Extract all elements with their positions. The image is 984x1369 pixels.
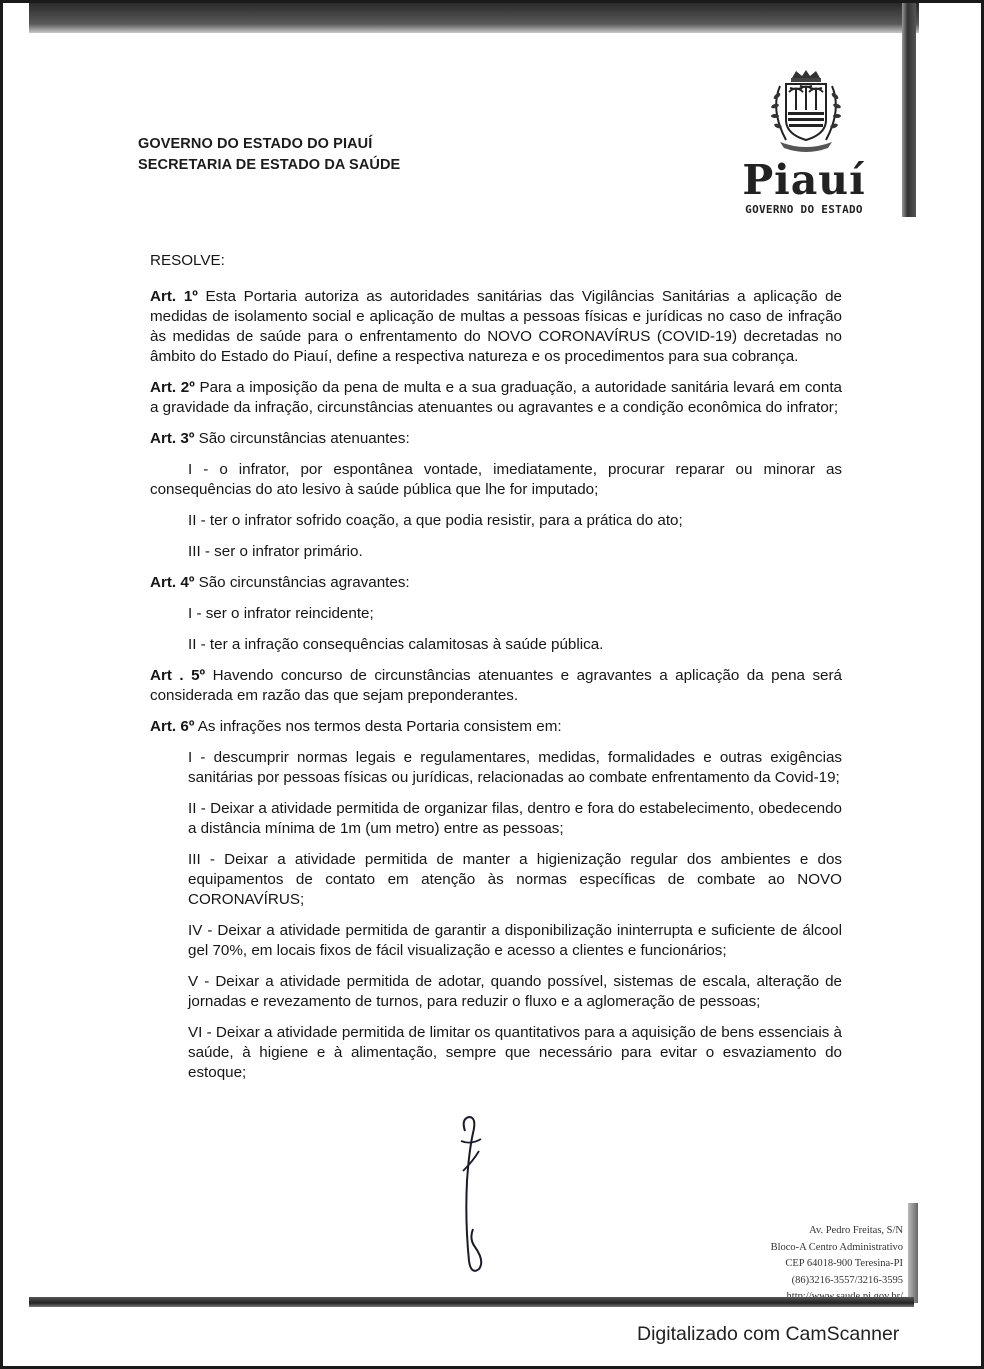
footer-address-line: CEP 64018-900 Teresina-PI — [785, 1258, 903, 1269]
article-5 — [150, 666, 842, 706]
resolve-heading: RESOLVE: — [150, 252, 225, 269]
article-4-item: II - ter a infração consequências calamitosas à saúde pública. — [188, 636, 604, 653]
handwritten-signature — [451, 1111, 501, 1281]
article-6-item: II - Deixar a atividade permitida de organizar filas, dentro e fora do estabelecimento, obedecendo a distância mínima de 1m (um metro) entre as pessoas; — [188, 800, 842, 837]
article-2 — [150, 378, 842, 418]
article-4 — [150, 573, 842, 593]
article-4-item: I - ser o infrator reincidente; — [188, 605, 374, 622]
article-3-item: III - ser o infrator primário. — [188, 543, 363, 560]
article-6-label: Art. 6º — [150, 718, 195, 735]
document-page — [3, 3, 981, 1366]
article-6-item: V - Deixar a atividade permitida de adotar, quando possível, sistemas de escala, alteração de jornadas e revezamento de turnos, para reduzir o fluxo e a aglomeração de pessoas; — [188, 973, 842, 1010]
article-3-text: São circunstâncias atenuantes: — [194, 430, 410, 447]
article-1 — [150, 287, 842, 367]
piaui-logo — [731, 68, 881, 218]
scan-right-border — [902, 3, 916, 217]
article-3 — [150, 429, 842, 449]
footer-address-line: Bloco-A Centro Administrativo — [770, 1241, 903, 1253]
article-2-text: Para a imposição da pena de multa e a sua graduação, a autoridade sanitária levará em conta a gravidade da infração, circunstâncias atenuantes ou agravantes e a condição econômica do infrator; — [150, 379, 842, 416]
article-1-text: Esta Portaria autoriza as autoridades sanitárias das Vigilâncias Sanitárias a aplicação de medidas de isolamento social e aplicação de multas a pessoas físicas e jurídicas no caso de infração às medidas de saúde para o enfrentamento do NOVO CORONAVÍRUS (COVID-19) decretadas no âmbito do Estado do Piauí, define a respectiva natureza e os procedimentos para sua cobrança. — [150, 288, 842, 365]
article-4-label: Art. 4º — [150, 574, 195, 591]
logo-name: Piauí — [742, 156, 866, 204]
article-5-text: Havendo concurso de circunstâncias atenuantes e agravantes a aplicação da pena será considerada em razão das que sejam preponderantes. — [150, 667, 842, 704]
logo-subtitle: GOVERNO DO ESTADO — [745, 203, 863, 216]
scan-right-border-lower — [908, 1203, 918, 1303]
article-6-item: VI - Deixar a atividade permitida de limitar os quantitativos para a aquisição de bens essenciais à saúde, à higiene e à alimentação, sempre que necessário para evitar o esvaziamento do estoque; — [188, 1024, 842, 1081]
article-4-text: São circunstâncias agravantes: — [194, 574, 410, 591]
scan-bottom-border — [29, 1297, 914, 1307]
article-6-item: IV - Deixar a atividade permitida de garantir a disponibilização ininterrupta e suficiente de álcool gel 70%, em locais fixos de fácil visualização e acesso a clientes e funcionários; — [188, 922, 842, 959]
footer-address-line: Av. Pedro Freitas, S/N — [809, 1225, 903, 1236]
article-3-item: II - ter o infrator sofrido coação, a que podia resistir, para a prática do ato; — [188, 512, 683, 529]
article-6 — [150, 717, 842, 737]
article-6-item: III - Deixar a atividade permitida de manter a higienização regular dos ambientes e dos equipamentos de contato em atenção às normas específicas de combate ao NOVO CORONAVÍRUS; — [188, 851, 842, 908]
camscanner-watermark: Digitalizado com CamScanner — [637, 1323, 900, 1345]
article-3-item: I - o infrator, por espontânea vontade, imediatamente, procurar reparar ou minorar as consequências do ato lesivo à saúde pública que lhe for imputado; — [150, 461, 842, 498]
article-2-label: Art. 2º — [150, 379, 195, 396]
scan-top-border — [29, 3, 919, 33]
header-line-secretariat: SECRETARIA DE ESTADO DA SAÚDE — [138, 157, 401, 173]
article-6-text: As infrações nos termos desta Portaria consistem em: — [194, 718, 562, 735]
footer-address-line: (86)3216-3557/3216-3595 — [791, 1274, 903, 1286]
document-body — [150, 251, 842, 1094]
footer-address — [771, 1223, 903, 1306]
article-1-label: Art. 1º — [150, 288, 198, 305]
article-5-label: Art . 5º — [150, 667, 206, 684]
header-line-government: GOVERNO DO ESTADO DO PIAUÍ — [138, 136, 373, 152]
document-header — [138, 134, 400, 176]
article-6-item: I - descumprir normas legais e regulamentares, medidas, formalidades e outras exigências sanitárias por pessoas físicas ou jurídicas, relacionadas ao combate enfrentamento da Covid-19; — [188, 749, 842, 786]
article-3-label: Art. 3º — [150, 430, 195, 447]
state-coat-of-arms-icon — [758, 68, 854, 154]
